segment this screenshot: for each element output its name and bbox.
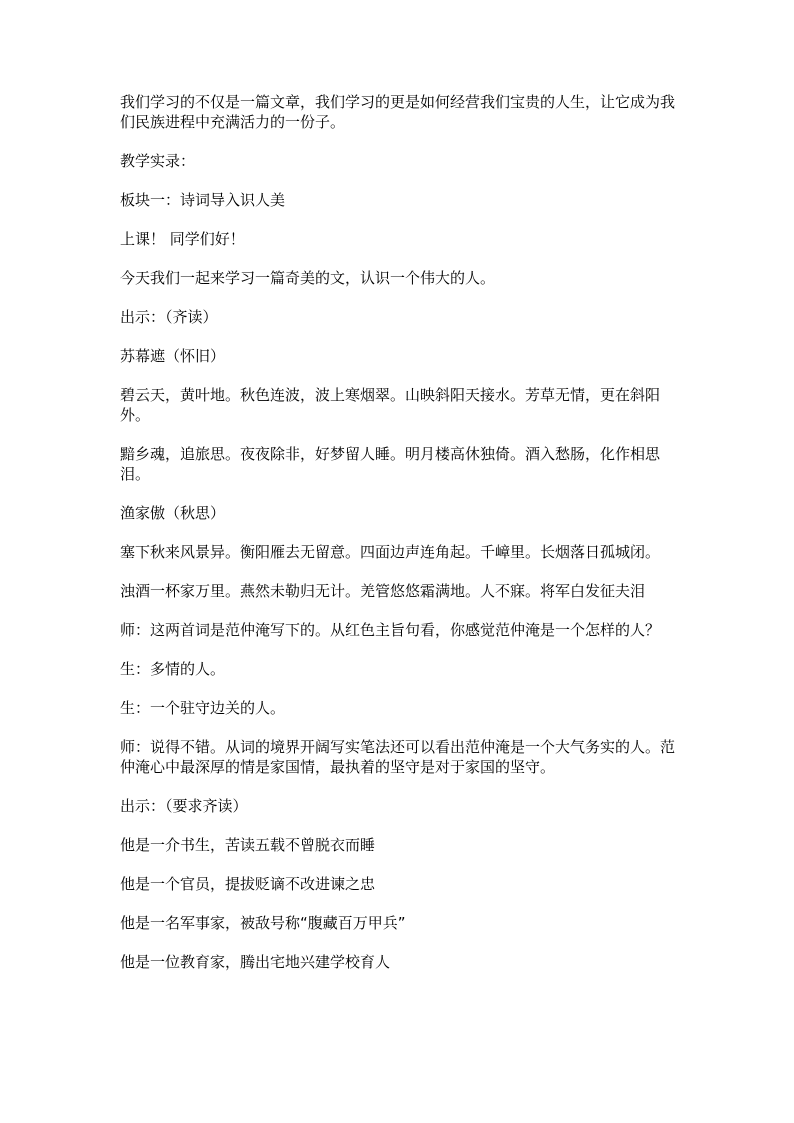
paragraph-poem-2-stanza-1: 塞下秋来风景异。衡阳雁去无留意。四面边声连角起。千嶂里。长烟落日孤城闭。 — [120, 543, 661, 561]
paragraph-section-one-heading: 板块一：诗词导入识人美 — [120, 191, 286, 209]
paragraph-greeting: 上课！ 同学们好！ — [120, 230, 245, 248]
paragraph-teacher-question: 师：这两首词是范仲淹写下的。从红色主旨句看，你感觉范仲淹是一个怎样的人？ — [120, 621, 661, 639]
paragraph-poem-1-stanza-2: 黯乡魂，追旅思。夜夜除非，好梦留人睡。明月楼高休独倚。酒入愁肠，化作相思泪。 — [120, 445, 661, 483]
paragraph-poem-title-1: 苏幕遮（怀旧） — [120, 347, 226, 365]
paragraph-he-is-scholar: 他是一介书生，苦读五载不曾脱衣而睡 — [120, 836, 376, 854]
paragraph-he-is-official: 他是一个官员，提拔贬谪不改进谏之忠 — [120, 875, 376, 893]
paragraph-show-read: 出示：（齐读） — [120, 308, 218, 326]
paragraph-he-is-military: 他是一名军事家，被敌号称“腹藏百万甲兵” — [120, 914, 406, 932]
paragraph-intro: 我们学习的不仅是一篇文章，我们学习的更是如何经营我们宝贵的人生，让它成为我们民族进程中充满活力的一份子。 — [120, 93, 676, 131]
paragraph-poem-2-stanza-2: 浊酒一杯家万里。燕然未勒归无计。羌管悠悠霜满地。人不寐。将军白发征夫泪 — [120, 582, 646, 600]
paragraph-teaching-record-heading: 教学实录： — [120, 152, 196, 170]
document-body — [120, 92, 680, 991]
paragraph-lesson-intro: 今天我们一起来学习一篇奇美的文，认识一个伟大的人。 — [120, 269, 496, 287]
paragraph-teacher-comment: 师：说得不错。从词的境界开阔写实笔法还可以看出范仲淹是一个大气务实的人。范仲淹心中最深厚的情是家国情，最执着的坚守是对于家国的坚守。 — [120, 738, 676, 776]
paragraph-show-require-read: 出示：（要求齐读） — [120, 797, 248, 815]
paragraph-he-is-educator: 他是一位教育家，腾出宅地兴建学校育人 — [120, 953, 391, 971]
paragraph-student-answer-1: 生：多情的人。 — [120, 660, 226, 678]
paragraph-poem-1-stanza-1: 碧云天，黄叶地。秋色连波，波上寒烟翠。山映斜阳天接水。芳草无情，更在斜阳外。 — [120, 386, 661, 424]
paragraph-poem-title-2: 渔家傲（秋思） — [120, 504, 226, 522]
paragraph-student-answer-2: 生：一个驻守边关的人。 — [120, 699, 286, 717]
